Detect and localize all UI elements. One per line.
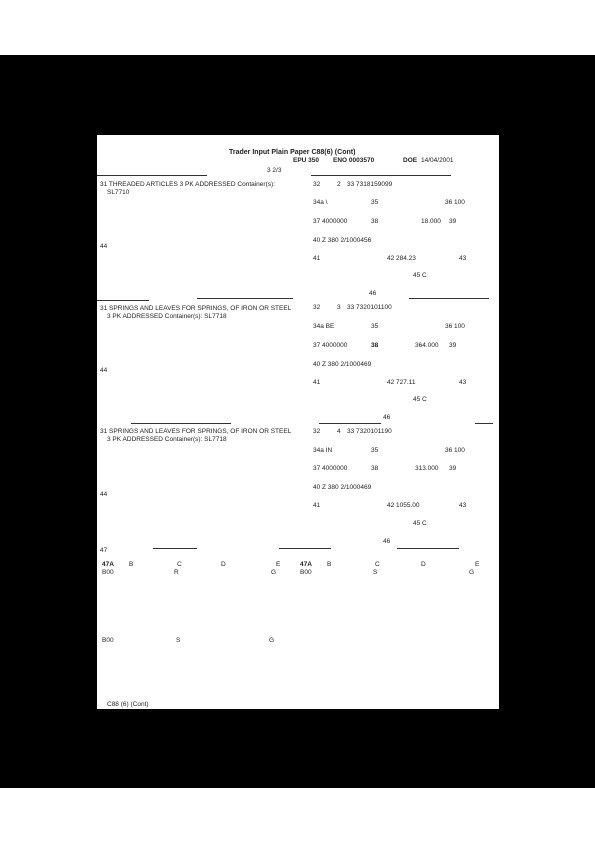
item-separator <box>131 423 231 424</box>
calc-right-47a: 47A <box>300 561 312 568</box>
field-40: 40 Z 380 2/1000469 <box>313 361 372 368</box>
field-44: 44 <box>100 491 108 498</box>
calc-row2-boo: B00 <box>102 637 114 644</box>
field-34a: 34a BE <box>313 323 335 330</box>
page-number: 3 2/3 <box>267 167 282 174</box>
calc-left-r: R <box>174 569 179 576</box>
commodity-code: 33 7320101190 <box>347 428 392 435</box>
item-separator <box>279 548 331 549</box>
calc-left-boo: B00 <box>102 569 114 576</box>
field-45: 45 C <box>413 272 427 279</box>
calc-row2-s: S <box>176 637 181 644</box>
commodity-code: 33 7320101100 <box>347 304 392 311</box>
calc-left-47a: 47A <box>102 561 114 568</box>
goods-description: 31 THREADED ARTICLES 3 PK ADDRESSED Container(s): <box>100 181 275 188</box>
field-39: 39 <box>449 465 457 472</box>
field-41: 41 <box>313 255 321 262</box>
goods-description: 31 SPRINGS AND LEAVES FOR SPRINGS, OF IRON OR STEEL <box>100 305 292 312</box>
field-43: 43 <box>459 502 467 509</box>
field-44: 44 <box>100 367 108 374</box>
form-title: Trader Input Plain Paper C88(6) (Cont) <box>229 149 356 156</box>
field-40: 40 Z 380 2/1000469 <box>313 484 372 491</box>
item-separator <box>409 298 489 299</box>
item-number: 2 <box>337 181 341 188</box>
calc-row2-g: G <box>269 637 275 644</box>
field-34a: 34a \ <box>313 199 328 206</box>
commodity-code: 33 7318159099 <box>347 181 393 188</box>
field-41: 41 <box>313 379 321 386</box>
item-price: 42 727.11 <box>387 379 416 386</box>
field-39: 39 <box>449 342 457 349</box>
calc-left-col-d: D <box>221 561 226 568</box>
field-32: 32 <box>313 304 321 311</box>
item-price: 42 284.23 <box>387 255 416 262</box>
item-separator <box>397 548 459 549</box>
field-38: 38 <box>371 342 379 349</box>
doe-label: DOE <box>403 157 418 164</box>
calc-left-col-c: C <box>177 561 182 568</box>
item-separator <box>197 298 293 299</box>
header-rule-right <box>311 175 451 176</box>
calc-right-col-b: B <box>327 561 332 568</box>
field-32: 32 <box>313 428 321 435</box>
calc-left-col-b: B <box>129 561 134 568</box>
calc-right-col-c: C <box>375 561 380 568</box>
field-38: 38 <box>371 218 379 225</box>
field-39: 39 <box>449 218 457 225</box>
calc-left-g: G <box>271 569 277 576</box>
field-38: 38 <box>371 465 379 472</box>
form-page <box>97 135 499 709</box>
field-41: 41 <box>313 502 321 509</box>
field-36: 36 100 <box>445 323 465 330</box>
item-price: 42 1055.00 <box>387 502 420 509</box>
form-footer: C88 (6) (Cont) <box>107 701 149 708</box>
net-mass: 18.000 <box>421 218 441 225</box>
item-separator <box>319 423 381 424</box>
scan-border-right <box>499 55 595 788</box>
field-46: 46 <box>383 414 391 421</box>
field-43: 43 <box>459 255 467 262</box>
field-45: 45 C <box>413 396 427 403</box>
container-ref: 3 PK ADDRESSED Container(s): SL7718 <box>107 436 227 443</box>
calc-right-boo: B00 <box>300 569 312 576</box>
field-43: 43 <box>459 379 467 386</box>
scan-border-left <box>0 55 97 788</box>
calc-right-col-d: D <box>421 561 426 568</box>
item-number: 4 <box>337 428 341 435</box>
field-35: 35 <box>371 323 379 330</box>
field-37: 37 4000000 <box>313 218 348 225</box>
item-separator <box>153 548 197 549</box>
field-45: 45 C <box>413 520 427 527</box>
field-40: 40 Z 380 2/1000456 <box>313 237 372 244</box>
field-36: 36 100 <box>445 447 465 454</box>
net-mass: 364.000 <box>415 342 439 349</box>
doe-value: 14/04/2001 <box>421 157 454 164</box>
item-separator <box>97 300 149 301</box>
container-ref: SL7710 <box>107 189 130 196</box>
item-separator <box>475 423 493 424</box>
net-mass: 313.000 <box>415 465 439 472</box>
calc-left-col-e: E <box>276 561 281 568</box>
field-36: 36 100 <box>445 199 465 206</box>
container-ref: 3 PK ADDRESSED Container(s): SL7718 <box>107 313 227 320</box>
field-32: 32 <box>313 181 321 188</box>
field-37: 37 4000000 <box>313 342 348 349</box>
field-34a: 34a IN <box>313 447 333 454</box>
item-number: 3 <box>337 304 341 311</box>
field-44: 44 <box>100 243 108 250</box>
field-35: 35 <box>371 447 379 454</box>
field-35: 35 <box>371 199 379 206</box>
calc-right-col-e: E <box>475 561 480 568</box>
entry-number: ENO 0003570 <box>333 157 375 164</box>
field-47-label: 47 <box>100 547 108 554</box>
calc-right-g: G <box>469 569 475 576</box>
epu-number: EPU 350 <box>293 157 320 164</box>
calc-right-s: S <box>373 569 378 576</box>
field-46: 46 <box>369 290 377 297</box>
field-37: 37 4000000 <box>313 465 348 472</box>
field-46: 46 <box>383 538 391 545</box>
goods-description: 31 SPRINGS AND LEAVES FOR SPRINGS, OF IRON OR STEEL <box>100 428 292 435</box>
header-rule-left <box>97 175 207 176</box>
